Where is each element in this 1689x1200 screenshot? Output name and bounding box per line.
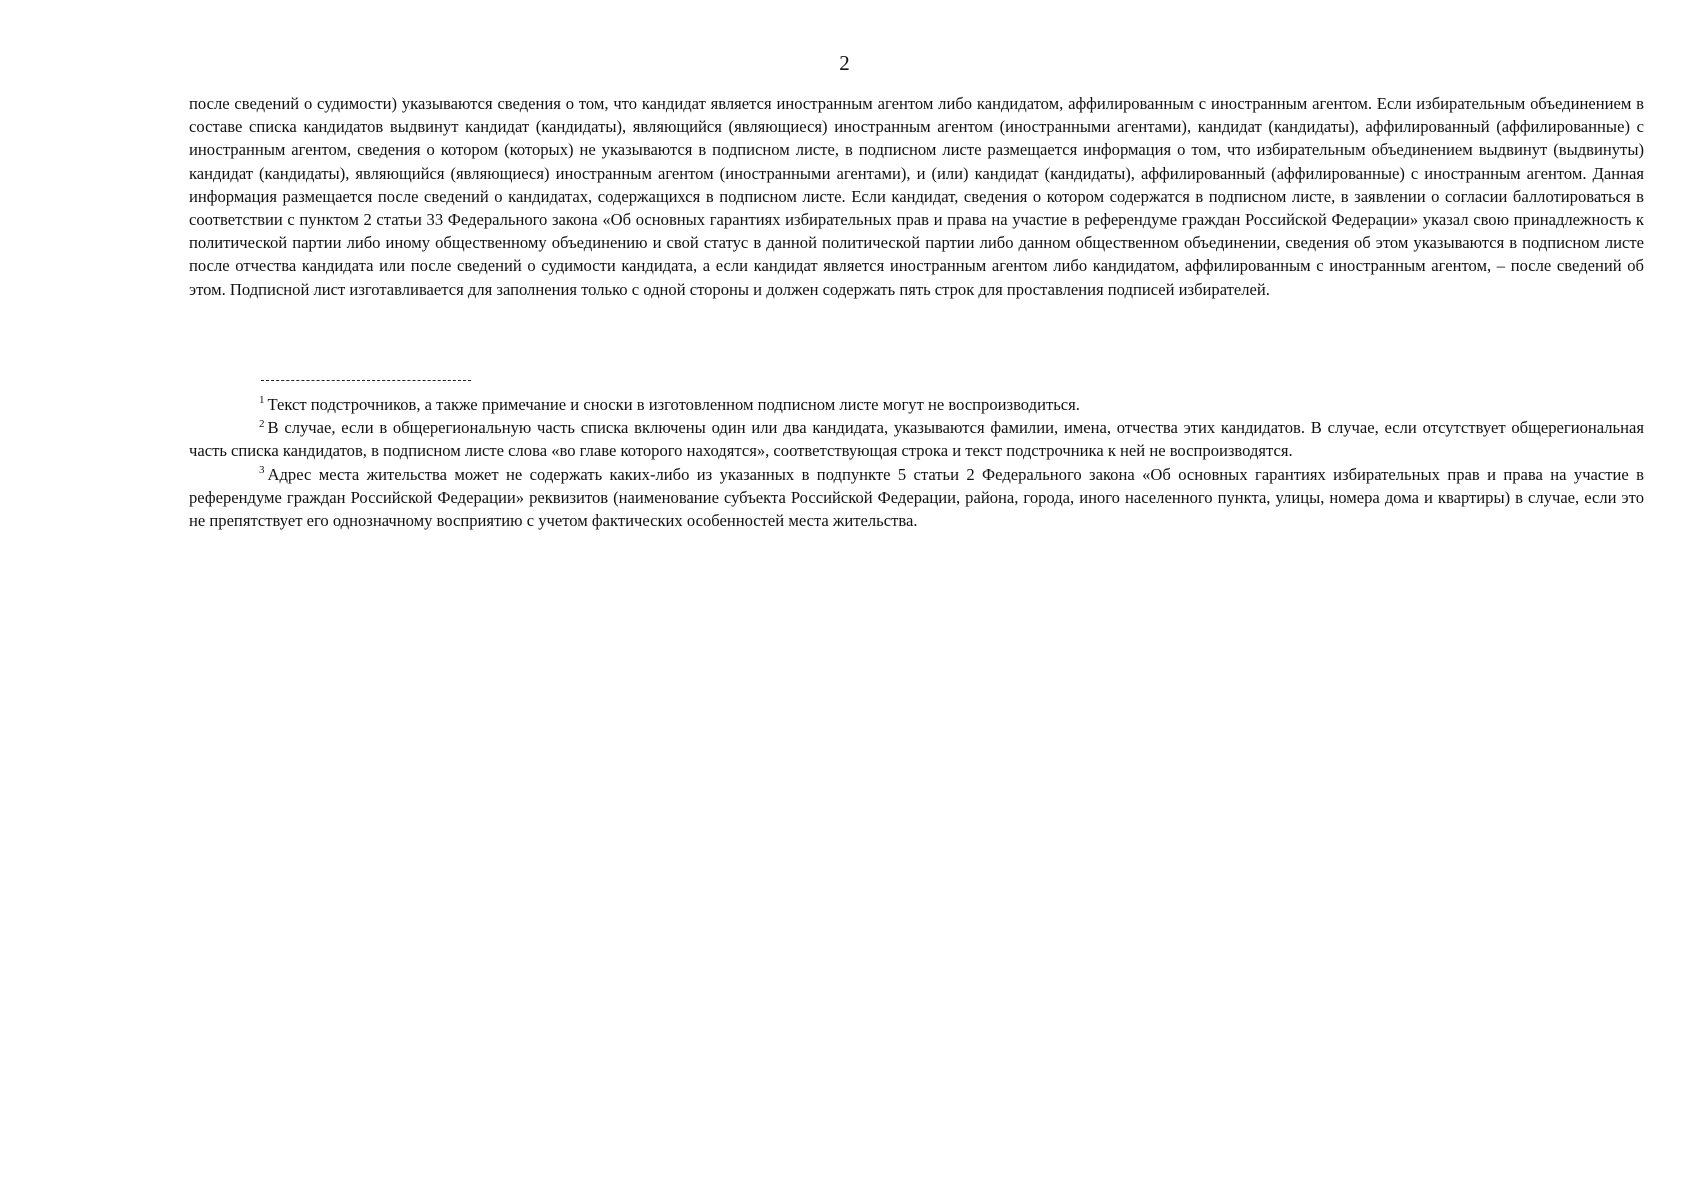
- footnote-text: Адрес места жительства может не содержать каких-либо из указанных в подпункте 5 статьи 2 Федерального закона «Об основных гарантиях избирательных прав и права на участие в референдуме граждан Российской Федерации» реквизитов (наименование субъекта Российской Федерации, района, города, иного населенного пункта, улицы, номера дома и квартиры) в случае, если это не препятствует его однозначному восприятию с учетом фактических особенностей места жительства.: [189, 464, 1644, 531]
- footnote-1: [189, 393, 1644, 416]
- footnote-marker: 3: [259, 464, 265, 477]
- footnote-3: [189, 463, 1644, 533]
- footnote-text: Текст подстрочников, а также примечание и сноски в изготовленном подписном листе могут не воспроизводиться.: [267, 395, 1080, 414]
- main-paragraph: после сведений о судимости) указываются сведения о том, что кандидат является иностранным агентом либо кандидатом, аффилированным с иностранным агентом. Если избирательным объединением в составе списка кандидатов выдвинут кандидат (кандидаты), являющийся (являющиеся) иностранным агентом (иностранными агентами), кандидат (кандидаты), аффилированный (аффилированные) с иностранным агентом, сведения о котором (которых) не указываются в подписном листе, в подписном листе размещается информация о том, что избирательным объединением выдвинут (выдвинуты) кандидат (кандидаты), являющийся (являющиеся) иностранным агентом (иностранными агентами), и (или) кандидат (кандидаты), аффилированный (аффилированные) с иностранным агентом. Данная информация размещается после сведений о кандидатах, содержащихся в подписном листе. Если кандидат, сведения о котором содержатся в подписном листе, в заявлении о согласии баллотироваться в соответствии с пунктом 2 статьи 33 Федерального закона «Об основных гарантиях избирательных прав и права на участие в референдуме граждан Российской Федерации» указал свою принадлежность к политической партии либо иному общественному объединению и свой статус в данной политической партии либо данном общественном объединении, сведения об этом указываются в подписном листе после отчества кандидата или после сведений о судимости кандидата, а если кандидат является иностранным агентом либо кандидатом, аффилированным с иностранным агентом, – после сведений об этом. Подписной лист изготавливается для заполнения только с одной стороны и должен содержать пять строк для проставления подписей избирателей.: [189, 94, 1644, 299]
- footnote-2: [189, 416, 1644, 462]
- footnote-separator: [261, 380, 471, 381]
- footnote-marker: 2: [259, 417, 265, 430]
- footnote-text: В случае, если в общерегиональную часть списка включены один или два кандидата, указываются фамилии, имена, отчества этих кандидатов. В случае, если отсутствует общерегиональная часть списка кандидатов, в подписном листе слова «во главе которого находятся», соответствующая строка и текст подстрочника к ней не воспроизводятся.: [189, 418, 1644, 461]
- footnote-marker: 1: [259, 394, 265, 407]
- page-number: 2: [839, 51, 850, 75]
- footnotes-section: [189, 393, 1644, 532]
